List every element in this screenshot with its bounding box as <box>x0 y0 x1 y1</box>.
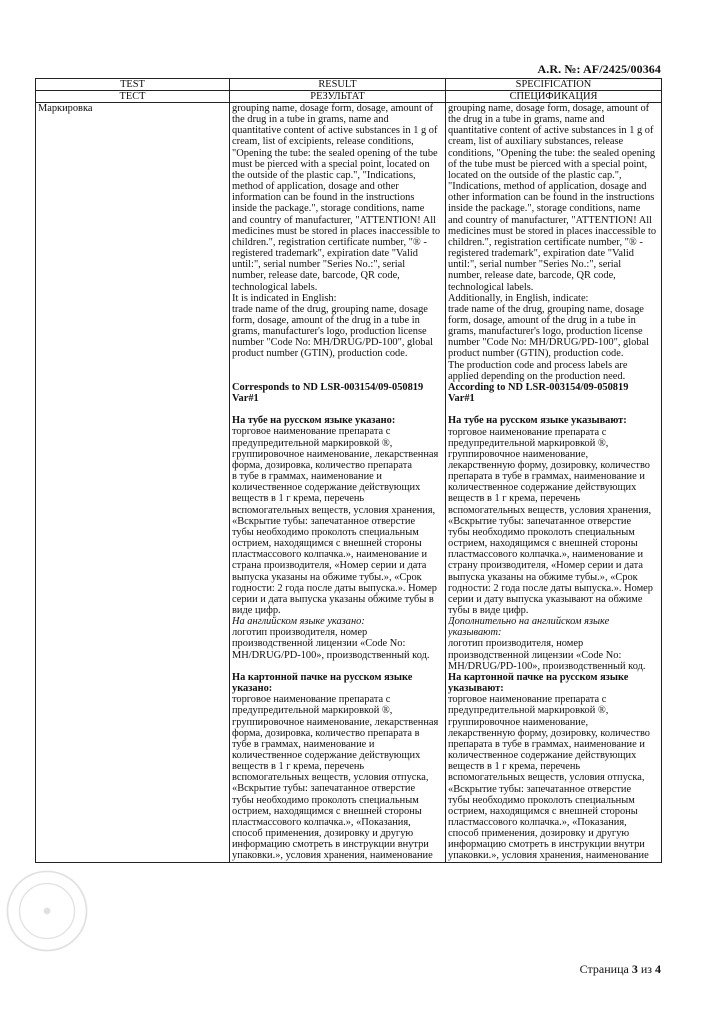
text-line: информацию смотреть в инструкции внутри <box>232 839 429 851</box>
text-line: Corresponds to ND LSR-003154/09-050819 <box>232 381 424 393</box>
text-line: тубы в виде цифр. <box>448 605 529 617</box>
text-line: the drug in a tube in grams, name and <box>448 114 605 126</box>
header-row-en <box>36 79 662 91</box>
page-number <box>580 962 661 977</box>
text-line: группировочное наименование, <box>448 716 589 728</box>
text-line: препарата в тубе в граммах, наименование и <box>448 738 645 750</box>
text-line: веществ в 1 г крема, перечень <box>448 761 581 773</box>
text-line: способ применения, дозировку и другую <box>448 828 630 840</box>
text-line: According to ND LSR-003154/09-050819 <box>448 381 629 393</box>
text-line: It is indicated in English: <box>232 292 337 304</box>
text-line: серии и дату выпуска указывают на обжиме <box>448 593 643 605</box>
text-line: registered trademark", expiration date "Valid <box>448 248 634 260</box>
text-line: На английском языке указано: <box>232 616 365 628</box>
text-line: and country of manufacturer, "ATTENTION! All <box>232 214 437 226</box>
text-line <box>448 404 660 415</box>
text-line: предупредительной маркировкой ®, <box>232 705 393 717</box>
text-line: торговое наименование препарата с <box>232 694 391 706</box>
text-line: форма, дозировка, количество препарата в <box>232 727 420 739</box>
text-line: страна производителя, «Номер серии и дата <box>232 560 427 572</box>
text-line: страну производителя, «Номер серии и дата <box>448 560 643 572</box>
page-prefix: Страница <box>579 962 629 976</box>
text-line <box>232 661 444 672</box>
text-line: MH/DRUG/PD-100», производственный код. <box>232 649 430 661</box>
text-line: указывают: <box>448 683 504 695</box>
text-line: предупредительной маркировкой ®, <box>448 437 609 449</box>
col-header-spec-ru: СПЕЦИФИКАЦИЯ <box>446 91 662 103</box>
text-line: выпуска указаны на обжиме тубы.», «Срок <box>448 571 638 583</box>
text-line: количественное содержание действующих <box>448 482 637 494</box>
text-line: grouping name, dosage form, dosage, amount of <box>232 103 434 114</box>
text-line: Var#1 <box>448 393 475 405</box>
text-line: группировочное наименование, лекарственная <box>232 448 439 460</box>
test-name: Маркировка <box>38 103 93 114</box>
text-line: grams, manufacturer's logo, production license <box>448 326 643 338</box>
text-line: technological labels. <box>232 281 318 293</box>
text-line: until:", serial number "Series No.:", serial <box>448 259 622 271</box>
text-line: торговое наименование препарата с <box>448 694 607 706</box>
text-line: серии и дата выпуска указаны обжиме тубы в <box>232 593 434 605</box>
text-line: вспомогательных веществ, условия отпуска, <box>232 772 429 784</box>
text-line: children.", registration certificate number, "® - <box>232 236 427 248</box>
text-line: пластмассового колпачка.», наименование и <box>232 549 428 561</box>
page-separator: из <box>640 962 652 976</box>
text-line: веществ в 1 г крема, перечень <box>232 761 365 773</box>
text-line: technological labels. <box>448 281 534 293</box>
text-line: inside the package.", storage conditions, name <box>232 203 425 215</box>
text-line: группировочное наименование, <box>448 448 589 460</box>
header-row-ru <box>36 91 662 103</box>
text-line: until:", serial number "Series No.:", serial <box>232 259 406 271</box>
text-line: вспомогательных веществ, условия отпуска, <box>448 772 645 784</box>
text-line: способ применения, дозировку и другую <box>232 828 414 840</box>
text-line: «Вскрытие тубы: запечатанное отверстие <box>232 515 416 527</box>
text-line: medicines must be stored in places inaccessible to <box>448 225 657 237</box>
text-line <box>232 371 444 382</box>
text-line: тубы необходимо проколоть специальным <box>448 794 635 806</box>
text-line: На картонной пачке на русском языке <box>232 671 413 683</box>
text-line: and country of manufacturer, "ATTENTION! All <box>448 214 653 226</box>
text-line: лекарственную форму, дозировку, количество <box>448 459 650 471</box>
text-line: тубы необходимо проколоть специальным <box>232 526 419 538</box>
col-header-test-ru: ТЕСТ <box>36 91 230 103</box>
text-line <box>232 360 444 371</box>
text-line: Var#1 <box>232 393 259 405</box>
table-row <box>36 103 662 863</box>
text-line: number, release date, barcode, QR code, <box>232 270 400 282</box>
text-line: inside the package.", storage conditions, name <box>448 203 641 215</box>
text-line: торговое наименование препарата с <box>448 426 607 438</box>
text-line: «Вскрытие тубы: запечатанное отверстие <box>448 783 632 795</box>
text-line: торговое наименование препарата с <box>232 426 391 438</box>
text-line: годности: 2 года после даты выпуска.». Номер <box>448 582 653 594</box>
text-line: годности: 2 года после даты выпуска.». Номер <box>232 582 437 594</box>
text-line: На тубе на русском языке указано: <box>232 415 396 427</box>
text-line: тубы необходимо проколоть специальным <box>232 794 419 806</box>
text-line <box>232 404 444 415</box>
text-line: предупредительной маркировкой ®, <box>232 437 393 449</box>
text-line: product number (GTIN), production code. <box>448 348 624 360</box>
specification-cell <box>446 103 662 863</box>
results-table <box>35 78 662 863</box>
text-line: предупредительной маркировкой ®, <box>448 705 609 717</box>
text-line: cream, list of excipients, release conditions, <box>232 136 414 148</box>
company-seal-icon <box>4 868 90 954</box>
text-line: the outside of the plastic cap.", "Indications, <box>232 169 416 181</box>
text-line: "Opening the tube: the sealed opening of the tube <box>232 147 438 159</box>
text-line: пластмассового колпачка.», наименование и <box>448 549 644 561</box>
text-line: cream, list of auxiliary substances, release <box>448 136 624 148</box>
text-line: группировочное наименование, лекарственная <box>232 716 439 728</box>
text-line: number, release date, barcode, QR code, <box>448 270 616 282</box>
text-line: conditions, "Opening the tube: the sealed opening <box>448 147 656 159</box>
text-line: number "Code No: MH/DRUG/PD-100", global <box>448 337 649 349</box>
text-line: grouping name, dosage form, dosage, amount of <box>448 103 650 114</box>
text-line: «Вскрытие тубы: запечатанное отверстие <box>448 515 632 527</box>
text-line: вспомогательных веществ, условия хранения, <box>448 504 652 516</box>
text-line: количественное содержание действующих <box>232 482 421 494</box>
text-line: выпуска указаны на обжиме тубы.», «Срок <box>232 571 422 583</box>
page-total: 4 <box>655 962 661 976</box>
text-line: of the tube must be pierced with a special point, <box>448 158 648 170</box>
text-line: производственной лицензии «Code No: <box>448 649 622 661</box>
text-line: method of application, dosage and other <box>232 181 399 193</box>
text-line: логотип производителя, номер <box>448 638 584 650</box>
text-line: trade name of the drug, grouping name, dosage <box>232 303 428 315</box>
text-line: тубы необходимо проколоть специальным <box>448 526 635 538</box>
text-line: На тубе на русском языке указывают: <box>448 415 627 427</box>
text-line: производственной лицензии «Code No: <box>232 638 406 650</box>
text-line: registered trademark", expiration date "Valid <box>232 248 418 260</box>
text-line: острием, находящимся с внешней стороны <box>448 805 638 817</box>
text-line: На картонной пачке на русском языке <box>448 671 629 683</box>
text-line: must be pierced with a special point, located on <box>232 158 430 170</box>
text-line: упаковки.», условия хранения, наименование <box>448 850 649 862</box>
page-current: 3 <box>631 962 638 976</box>
text-line: пластмассового колпачка.», «Показания, <box>232 816 411 828</box>
text-line: количественное содержание действующих <box>448 750 637 762</box>
text-line: product number (GTIN), production code. <box>232 348 408 360</box>
text-line: в тубе в граммах, наименование и <box>232 471 382 483</box>
text-line: указывают: <box>448 627 502 639</box>
text-line: quantitative content of active substances in 1 g of <box>448 125 654 137</box>
text-line: The production code and process labels are <box>448 359 628 371</box>
text-line: веществ в 1 г крема, перечень <box>448 493 581 505</box>
text-line: applied depending on the production need. <box>448 370 626 382</box>
text-line: форма, дозировка, количество препарата <box>232 459 412 471</box>
text-line: medicines must be stored in places inaccessible to <box>232 225 441 237</box>
text-line: острием, находящимся с внешней стороны <box>232 805 422 817</box>
analysis-report-number: A.R. №: AF/2425/00364 <box>537 62 661 76</box>
text-line: веществ в 1 г крема, перечень <box>232 493 365 505</box>
text-line: пластмассового колпачка.», «Показания, <box>448 816 627 828</box>
test-name-cell <box>36 103 230 863</box>
text-line: Дополнительно на английском языке <box>448 616 610 628</box>
text-line: quantitative content of active substances in 1 g of <box>232 125 438 137</box>
text-line: вспомогательных веществ, условия хранения, <box>232 504 436 516</box>
text-line: Additionally, in English, indicate: <box>448 292 589 304</box>
text-line: "Indications, method of application, dosage and <box>448 181 647 193</box>
text-line: the drug in a tube in grams, name and <box>232 114 389 126</box>
text-line: тубе в граммах, наименование и <box>232 738 375 750</box>
text-line: острием, находящимся с внешней стороны <box>232 538 422 550</box>
col-header-result-ru: РЕЗУЛЬТАТ <box>230 91 446 103</box>
text-line: упаковки.», условия хранения, наименование <box>232 850 433 862</box>
text-line: количественное содержание действующих <box>232 750 421 761</box>
text-line: trade name of the drug, grouping name, dosage <box>448 303 644 315</box>
text-line: located on the outside of the plastic cap.", <box>448 169 622 181</box>
text-line: form, dosage, amount of the drug in a tube in <box>232 314 420 326</box>
text-line: логотип производителя, номер <box>232 627 368 639</box>
text-line: information can be found in the instructions <box>232 192 415 204</box>
text-line: информацию смотреть в инструкции внутри <box>448 839 645 851</box>
text-line: grams, manufacturer's logo, production license <box>232 326 427 338</box>
col-header-test-en: TEST <box>36 79 230 91</box>
text-line: виде цифр. <box>232 604 281 616</box>
result-cell <box>230 103 446 863</box>
text-line: «Вскрытие тубы: запечатанное отверстие <box>232 783 416 795</box>
text-line: other information can be found in the instructions <box>448 192 655 204</box>
text-line: указано: <box>232 683 273 695</box>
col-header-spec-en: SPECIFICATION <box>446 79 662 91</box>
text-line: form, dosage, amount of the drug in a tube in <box>448 314 636 326</box>
text-line: лекарственную форму, дозировку, количество <box>448 727 650 739</box>
text-line: препарата в тубе в граммах, наименование и <box>448 471 645 483</box>
text-line: MH/DRUG/PD-100», производственный код. <box>448 660 646 672</box>
text-line: children.", registration certificate number, "® - <box>448 236 643 248</box>
text-line: number "Code No: MH/DRUG/PD-100", global <box>232 337 433 349</box>
text-line: острием, находящимся с внешней стороны <box>448 538 638 550</box>
col-header-result-en: RESULT <box>230 79 446 91</box>
